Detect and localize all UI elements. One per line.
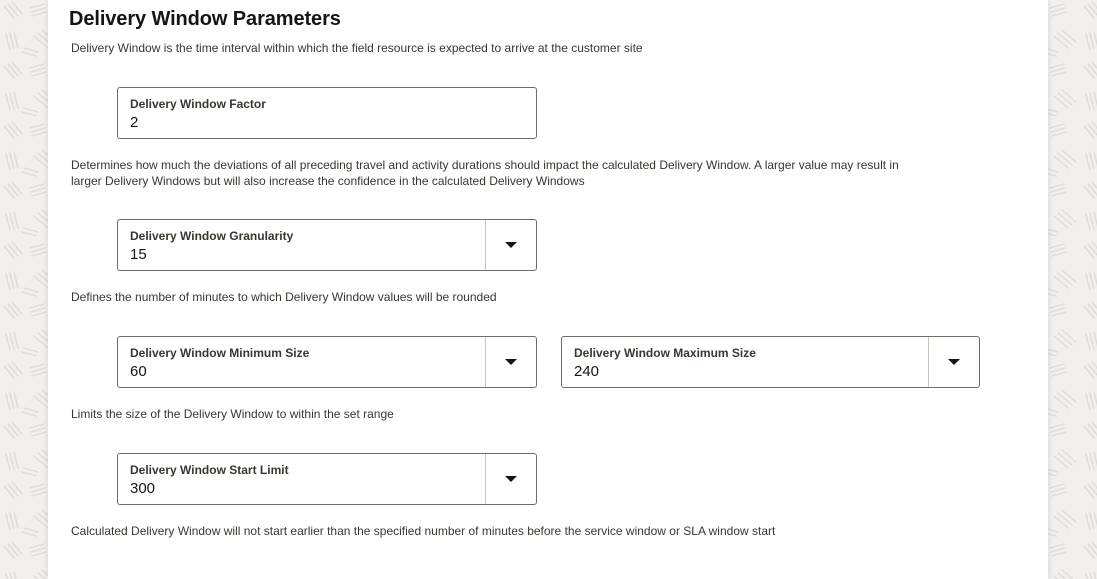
delivery-window-factor-help-line-2: larger Delivery Windows but will also increase the confidence in the calculated Delivery Windows [71, 174, 585, 188]
chevron-down-icon [505, 242, 517, 248]
delivery-window-start-limit-help: Calculated Delivery Window will not start earlier than the specified number of minutes before the service window or SLA window start [71, 524, 776, 538]
delivery-window-granularity-help: Defines the number of minutes to which Delivery Window values will be rounded [71, 290, 497, 304]
delivery-window-granularity-value: 15 [130, 246, 147, 263]
delivery-window-minimum-size-value: 60 [130, 363, 147, 380]
section-title: Delivery Window Parameters [69, 8, 341, 30]
delivery-window-factor-value[interactable]: 2 [130, 114, 139, 131]
start-limit-dropdown-button[interactable] [485, 454, 536, 504]
delivery-window-maximum-size-value: 240 [574, 363, 600, 380]
delivery-window-factor-help-line-1: Determines how much the deviations of all preceding travel and activity durations should impact the calculated Delivery Window. A larger value may result in [71, 158, 899, 172]
delivery-window-minimum-size-select[interactable] [117, 336, 537, 388]
delivery-window-minimum-size-label: Delivery Window Minimum Size [130, 346, 310, 360]
delivery-window-start-limit-select[interactable] [117, 453, 537, 505]
chevron-down-icon [505, 359, 517, 365]
chevron-down-icon [948, 359, 960, 365]
granularity-dropdown-button[interactable] [485, 220, 536, 270]
chevron-down-icon [505, 476, 517, 482]
delivery-window-maximum-size-select[interactable] [561, 336, 980, 388]
delivery-window-size-help: Limits the size of the Delivery Window to within the set range [71, 407, 394, 421]
section-description: Delivery Window is the time interval within which the field resource is expected to arrive at the customer site [71, 41, 643, 55]
delivery-window-factor-help [71, 157, 899, 189]
delivery-window-start-limit-value: 300 [130, 480, 156, 497]
delivery-window-granularity-label: Delivery Window Granularity [130, 229, 294, 243]
delivery-window-maximum-size-label: Delivery Window Maximum Size [574, 346, 756, 360]
minimum-size-dropdown-button[interactable] [485, 337, 536, 387]
delivery-window-factor-field[interactable] [117, 87, 537, 139]
maximum-size-dropdown-button[interactable] [928, 337, 979, 387]
delivery-window-factor-label: Delivery Window Factor [130, 97, 266, 111]
delivery-window-start-limit-label: Delivery Window Start Limit [130, 463, 289, 477]
delivery-window-granularity-select[interactable] [117, 219, 537, 271]
